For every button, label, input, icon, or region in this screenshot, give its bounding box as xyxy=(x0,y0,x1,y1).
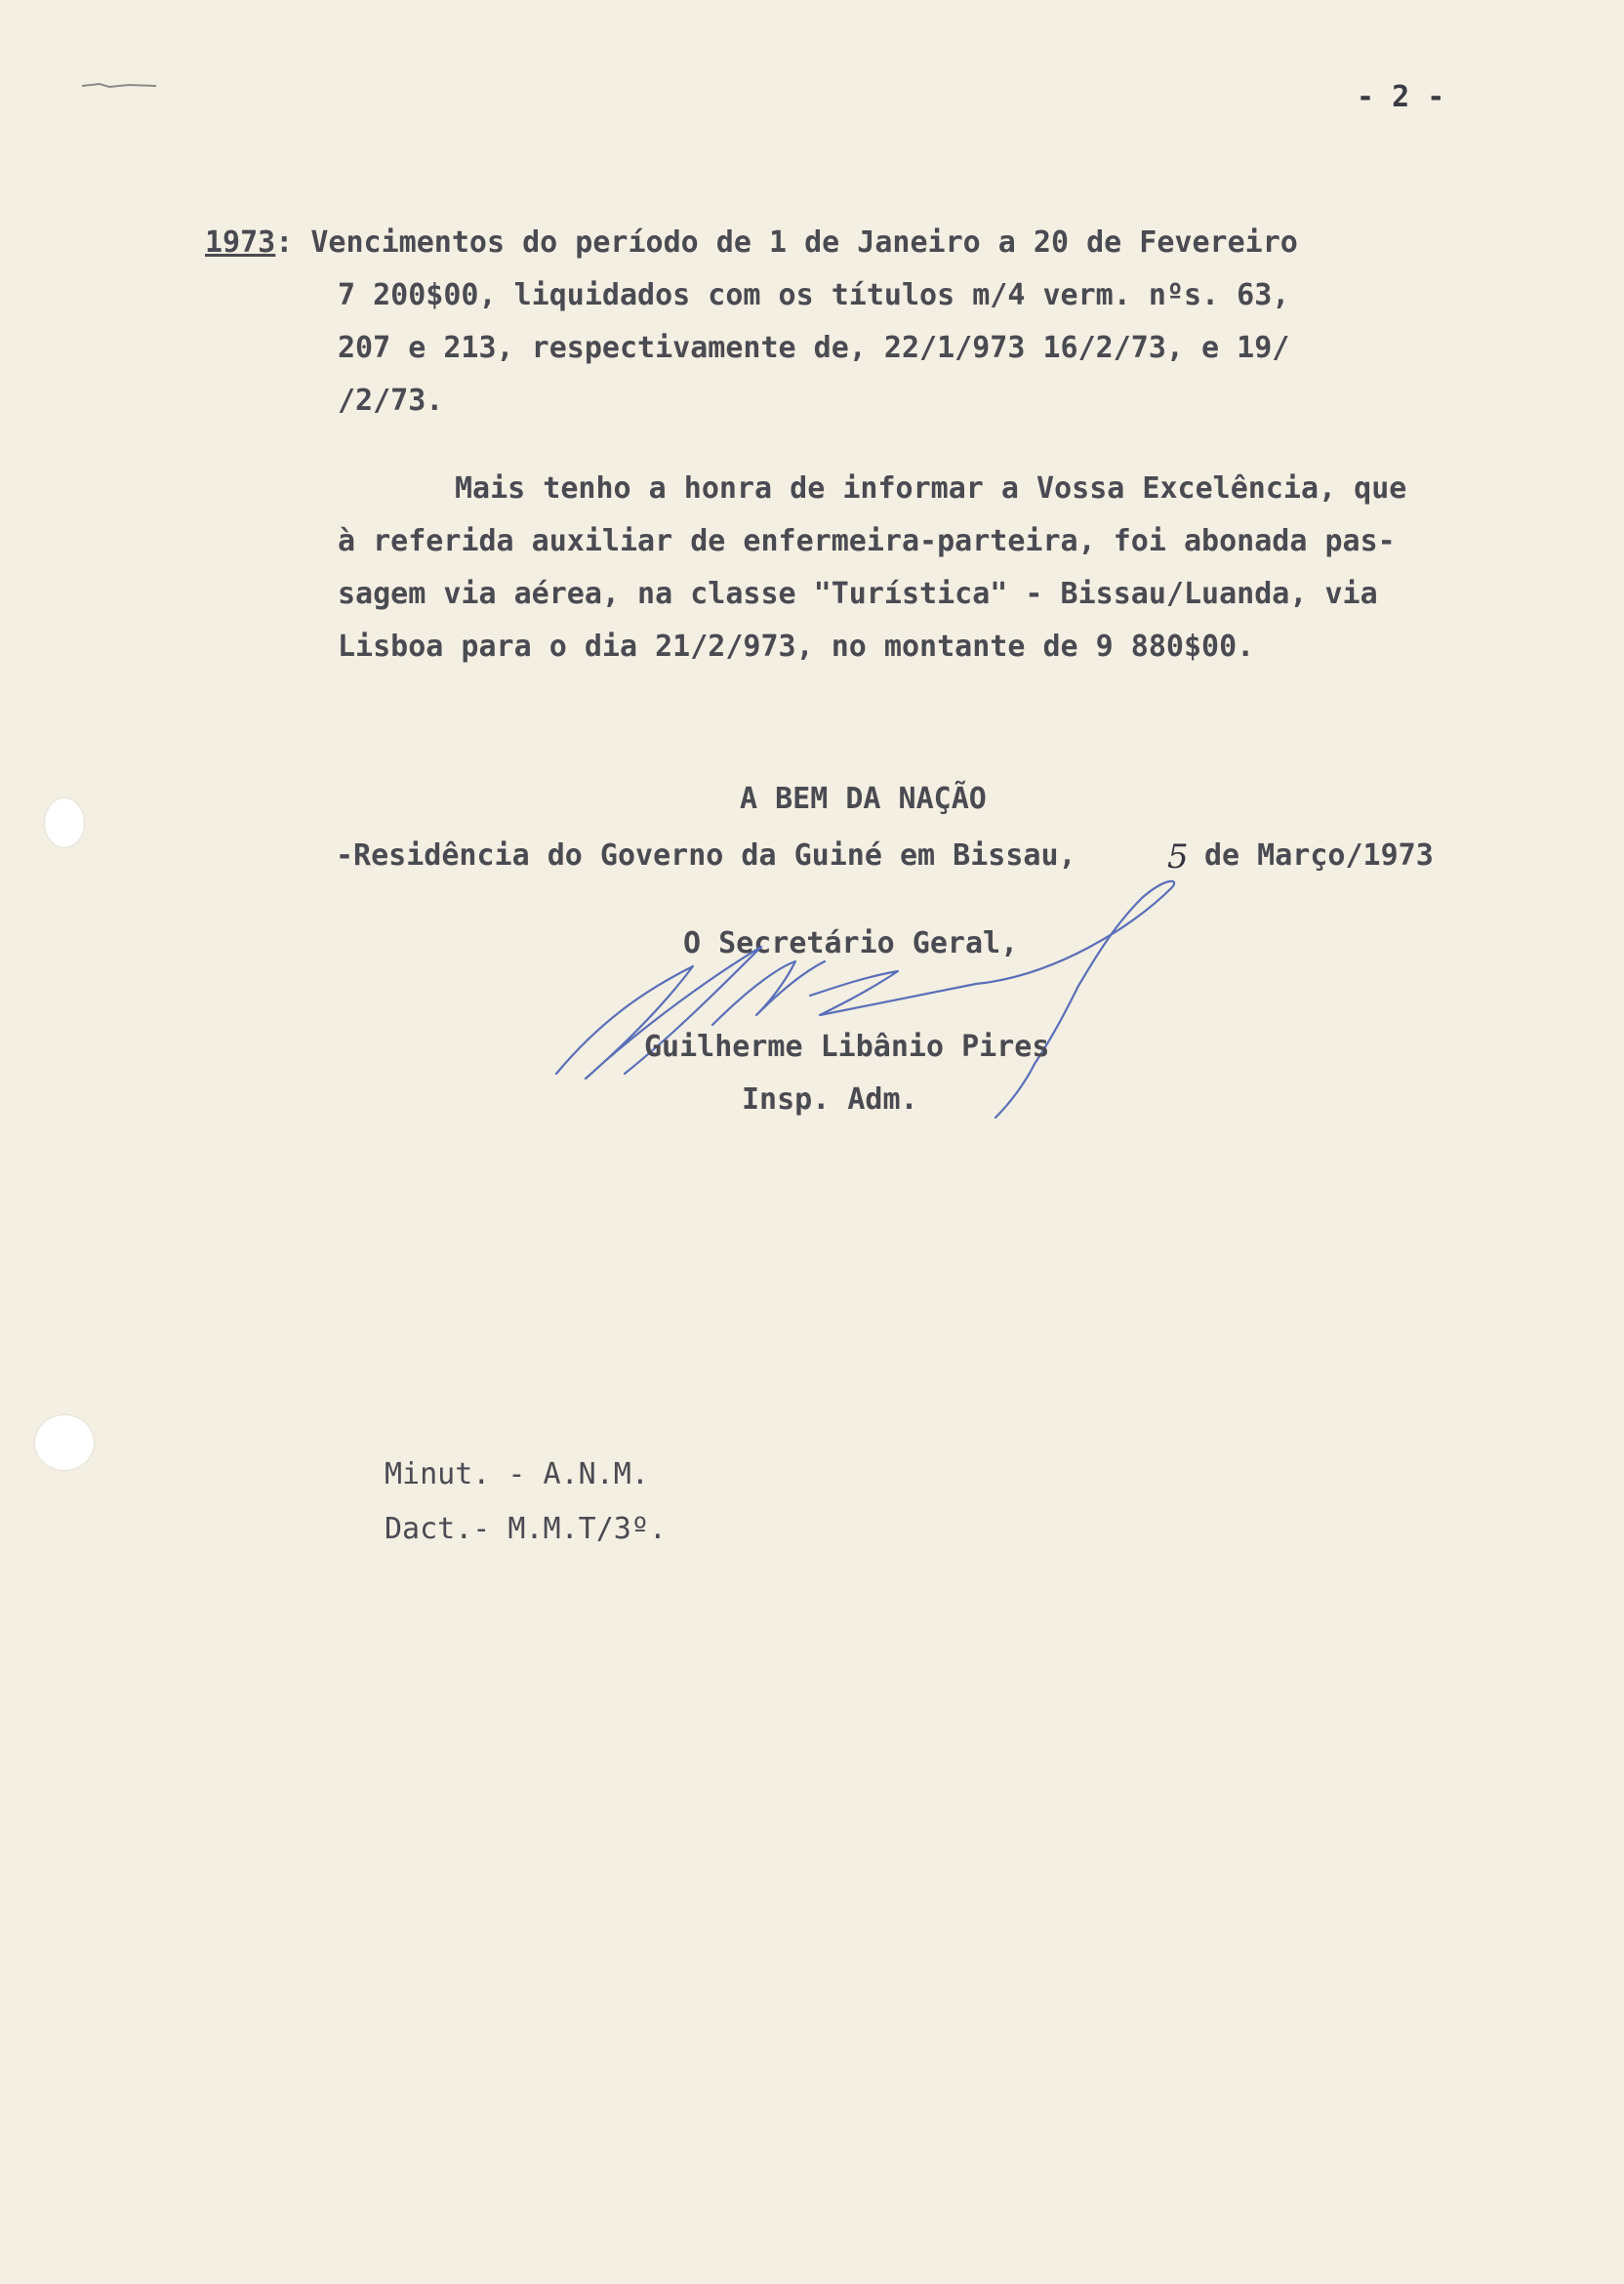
signatory-title: Insp. Adm. xyxy=(742,1082,918,1117)
punch-hole xyxy=(35,1415,94,1470)
paragraph-1-line: 207 e 213, respectivamente de, 22/1/973 16/2/73, e 19/ xyxy=(338,331,1290,365)
signatory-name: Guilherme Libânio Pires xyxy=(644,1030,1050,1064)
staple-mark xyxy=(80,78,158,92)
paragraph-2-line: sagem via aérea, na classe "Turística" - Bissau/Luanda, via xyxy=(338,577,1378,611)
paragraph-1-first-line xyxy=(205,217,1298,269)
page-number: - 2 - xyxy=(1357,80,1445,114)
paragraph-2-line: Lisboa para o dia 21/2/973, no montante de 9 880$00. xyxy=(338,630,1255,664)
handwritten-day: 5 xyxy=(1167,837,1189,877)
paragraph-1-line: /2/73. xyxy=(338,384,444,418)
dact-reference: Dact.- M.M.T/3º. xyxy=(385,1512,667,1546)
paragraph-2-line: Mais tenho a honra de informar a Vossa Excelência, que xyxy=(455,471,1407,506)
paragraph-1-line: 7 200$00, liquidados com os títulos m/4 verm. nºs. 63, xyxy=(338,278,1290,312)
paragraph-1-first-line-text: : Vencimentos do período de 1 de Janeiro a 20 de Fevereiro xyxy=(275,225,1298,260)
minut-reference: Minut. - A.N.M. xyxy=(385,1457,649,1491)
year-label: 1973 xyxy=(205,225,276,260)
closing-date: de Março/1973 xyxy=(1204,838,1434,873)
paragraph-2-line: à referida auxiliar de enfermeira-parteira, foi abonada pas- xyxy=(338,524,1396,558)
closing-place: -Residência do Governo da Guiné em Bissau, xyxy=(336,838,1076,873)
closing-motto: A BEM DA NAÇÃO xyxy=(740,782,987,816)
signatory-role: O Secretário Geral, xyxy=(683,926,1019,960)
punch-hole xyxy=(45,798,84,847)
